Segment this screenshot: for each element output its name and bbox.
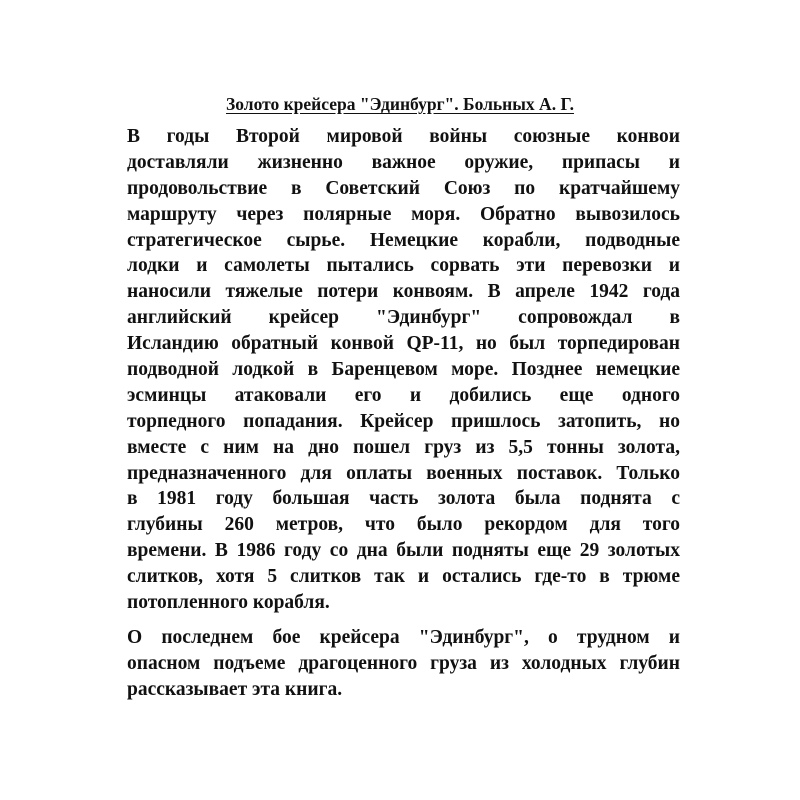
text-line: наносили тяжелые потери конвоям. В апреле 1942 года <box>127 281 680 303</box>
text-line: подводной лодкой в Баренцевом море. Позднее немецкие <box>127 359 680 381</box>
text-line: В годы Второй мировой войны союзные конвои <box>127 126 680 147</box>
text-line: слитков, хотя 5 слитков так и остались где-то в трюме <box>127 566 680 588</box>
text-line: О последнем бое крейсера "Эдинбург", о трудном и <box>127 627 680 648</box>
text-line: лодки и самолеты пытались сорвать эти перевозки и <box>127 255 680 277</box>
text-line: маршруту через полярные моря. Обратно вывозилось <box>127 203 680 225</box>
text-line: опасном подъеме драгоценного груза из холодных глубин <box>127 652 680 674</box>
text-line: доставляли жизненно важное оружие, припасы и <box>127 151 680 173</box>
text-line: времени. В 1986 году со дна были подняты еще 29 золотых <box>127 540 680 562</box>
text-line: предназначенного для оплаты военных поставок. Только <box>127 462 680 484</box>
paragraph-summary <box>127 124 680 616</box>
document-title: Золото крейсера "Эдинбург". Больных А. Г. <box>226 94 574 114</box>
text-line: в 1981 году большая часть золота была поднята с <box>127 488 680 510</box>
text-line: вместе с ним на дно пошел груз из 5,5 тонны золота, <box>127 436 680 458</box>
text-line: рассказывает эта книга. <box>127 678 343 700</box>
text-line: стратегическое сырье. Немецкие корабли, подводные <box>127 229 680 251</box>
text-line: английский крейсер "Эдинбург" сопровождал в <box>127 307 680 329</box>
text-line: Исландию обратный конвой QP-11, но был торпедирован <box>127 333 680 355</box>
text-line: эсминцы атаковали его и добились еще одного <box>127 384 680 406</box>
text-line: продовольствие в Советский Союз по кратчайшему <box>127 177 680 199</box>
paragraph-book-description <box>127 625 680 703</box>
text-line: торпедного попадания. Крейсер пришлось затопить, но <box>127 410 680 432</box>
text-line: глубины 260 метров, что было рекордом для того <box>127 514 680 536</box>
text-line: потопленного корабля. <box>127 592 330 614</box>
